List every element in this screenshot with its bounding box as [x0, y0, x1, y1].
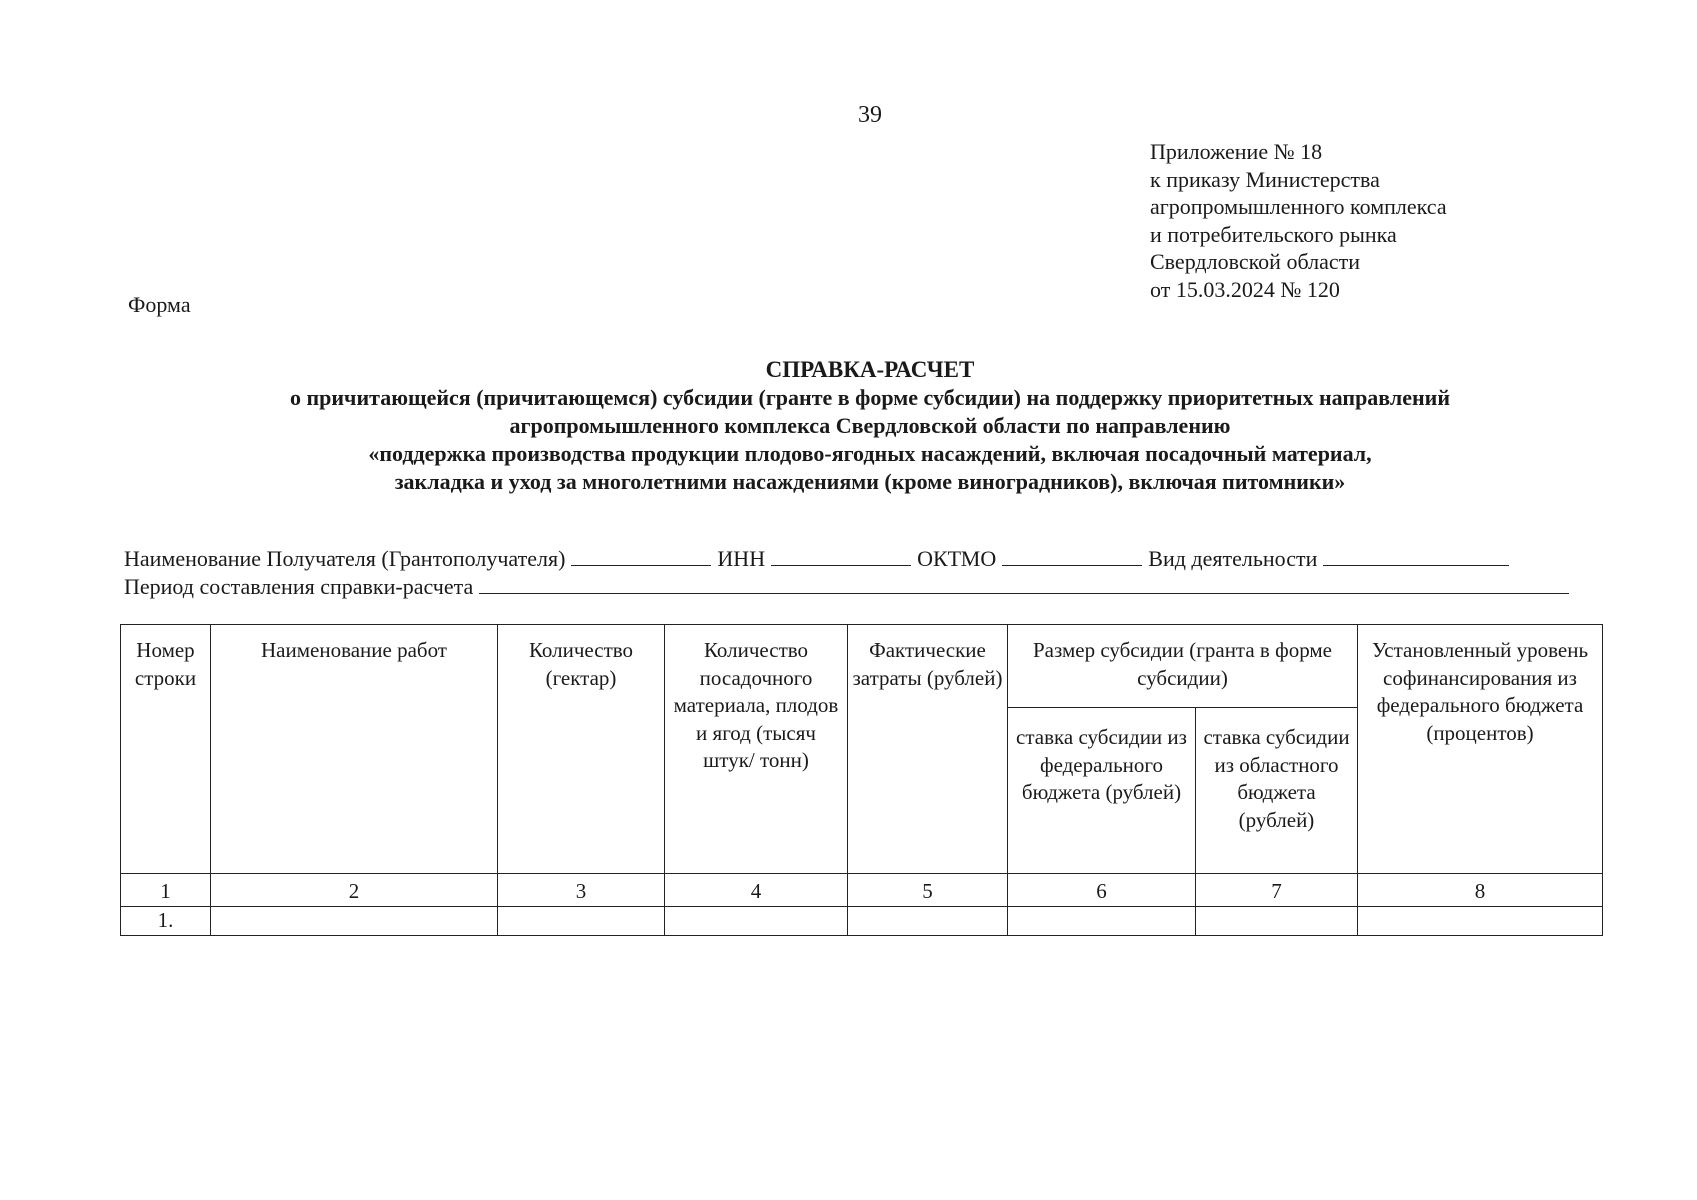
- header-subsidy-group: Размер субсидии (гранта в форме субсидии): [1008, 625, 1358, 708]
- header-row: [121, 625, 1603, 708]
- column-number: 1: [121, 874, 211, 907]
- actual-costs-cell[interactable]: [848, 907, 1008, 936]
- activity-blank[interactable]: [1323, 545, 1509, 566]
- period-blank[interactable]: [479, 573, 1569, 594]
- row-number-cell: 1.: [121, 907, 211, 936]
- title-line: о причитающейся (причитающемся) субсидии (гранте в форме субсидии) на поддержку приоритетных направлений: [289, 385, 1451, 410]
- title-line: «поддержка производства продукции плодово-ягодных насаждений, включая посадочный материал,: [368, 441, 1372, 466]
- inn-label: ИНН: [717, 546, 766, 571]
- subsidy-table: [120, 624, 1603, 936]
- appendix-line: к приказу Министерства: [1150, 166, 1380, 192]
- header-work-name: Наименование работ: [211, 625, 498, 874]
- appendix-note: [1150, 138, 1447, 303]
- column-number: 7: [1196, 874, 1358, 907]
- title-main: СПРАВКА-РАСЧЕТ: [765, 357, 975, 382]
- appendix-line: от 15.03.2024 № 120: [1150, 276, 1340, 302]
- document-title: [140, 356, 1600, 496]
- appendix-line: и потребительского рынка: [1150, 221, 1397, 247]
- page-number: 39: [858, 102, 882, 128]
- column-number: 5: [848, 874, 1008, 907]
- period-label: Период составления справки-расчета: [124, 574, 474, 599]
- regional-rate-cell[interactable]: [1196, 907, 1358, 936]
- header-actual-costs: Фактические затраты (рублей): [848, 625, 1008, 874]
- form-label: Форма: [128, 292, 191, 317]
- header-planting-material: Количество посадочного материала, плодов и ягод (тысяч штук/ тонн): [665, 625, 848, 874]
- header-row-number: Номер строки: [121, 625, 211, 874]
- appendix-line: Свердловской области: [1150, 249, 1360, 274]
- appendix-line: агропромышленного комплекса: [1150, 194, 1447, 219]
- column-number: 4: [665, 874, 848, 907]
- title-line: закладка и уход за многолетними насаждениями (кроме виноградников), включая питомники»: [394, 469, 1346, 494]
- federal-rate-cell[interactable]: [1008, 907, 1196, 936]
- fields-line-1: [124, 545, 1569, 573]
- quantity-cell[interactable]: [498, 907, 665, 936]
- column-number: 3: [498, 874, 665, 907]
- column-number: 2: [211, 874, 498, 907]
- header-quantity: Количество (гектар): [498, 625, 665, 874]
- work-name-cell[interactable]: [211, 907, 498, 936]
- header-cofinancing: Установленный уровень софинансирования из федерального бюджета (процентов): [1358, 625, 1603, 874]
- oktmo-label: ОКТМО: [917, 546, 997, 571]
- header-federal-rate: ставка субсидии из федерального бюджета (рублей): [1008, 708, 1196, 874]
- fields-line-2: [124, 573, 1569, 601]
- cofinancing-cell[interactable]: [1358, 907, 1603, 936]
- title-line: агропромышленного комплекса Свердловской области по направлению: [509, 413, 1231, 438]
- recipient-fields: [124, 545, 1569, 601]
- column-number: 8: [1358, 874, 1603, 907]
- appendix-line: Приложение № 18: [1150, 139, 1323, 164]
- column-number: 6: [1008, 874, 1196, 907]
- column-numbers-row: [121, 874, 1603, 907]
- recipient-label: Наименование Получателя (Грантополучателя): [124, 546, 566, 571]
- planting-material-cell[interactable]: [665, 907, 848, 936]
- recipient-blank[interactable]: [571, 545, 711, 566]
- inn-blank[interactable]: [771, 545, 911, 566]
- oktmo-blank[interactable]: [1002, 545, 1142, 566]
- header-regional-rate: ставка субсидии из областного бюджета (рублей): [1196, 708, 1358, 874]
- table-row: [121, 907, 1603, 936]
- activity-label: Вид деятельности: [1148, 546, 1318, 571]
